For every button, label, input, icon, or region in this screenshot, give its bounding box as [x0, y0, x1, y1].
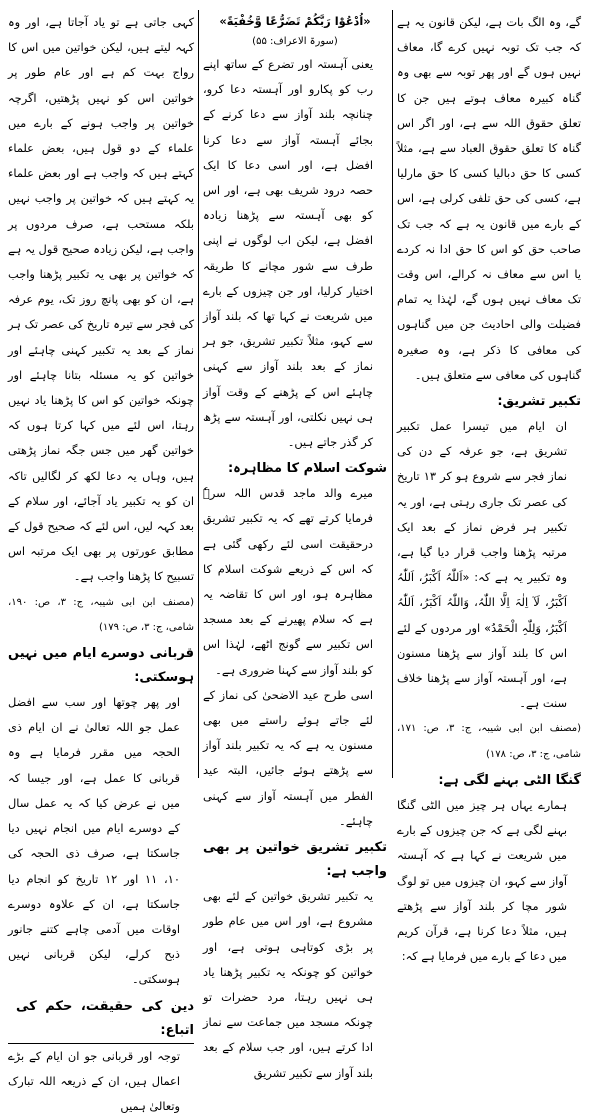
- paragraph: اسی طرح عید الاضحیٰ کی نماز کے لئے جاتے ہوئے راستے میں بھی مسنون یہ ہے کہ یہ تکبیر بلند آواز سے پڑھتے ہوئے جائیں، البتہ عید الفطر میں آہستہ آواز سے کہنی چاہئے۔: [203, 687, 373, 828]
- section-heading-shaukat-islam: شوکت اسلام کا مظاہرہ:: [227, 461, 387, 477]
- paragraph: اور پھر چوتھا اور سب سے افضل عمل جو اللہ تعالیٰ نے ان ایام ذی الحجہ میں مقرر فرمایا ہے وہ قربانی کا عمل ہے، اور جیسا کہ میں نے عرض کیا کہ یہ عمل سال کے دوسرے ایام میں انجام نہیں دیا جاسکتا ہے، صرف ذی الحجہ کی ۱۰، ۱۱ اور ۱۲ تاریخ کو انجام دیا جاسکتا ہے، ان کے علاوہ دوسرے اوقات میں آدمی چاہے کتنے جانور ذبح کرلے، لیکن قربانی نہیں ہوسکتی۔: [8, 695, 180, 987]
- paragraph: گے، وہ الگ بات ہے، لیکن قانون یہ ہے کہ جب تک توبہ نہیں کرے گا، معاف نہیں ہوں گے اور پھر توبہ سے بھی وہ گناہ کبیرہ معاف ہوتے ہیں جن کا تعلق حقوق اللہ سے ہے، اور اگر اس گناہ کا تعلق حقوق العباد سے ہے، مثلاً کسی کا حق دبالیا کسی کا حق مارلیا ہے، کسی کی حق تلفی کرلی ہے، اس کے بارے میں قانون یہ ہے کہ جب تک صاحب حق کو اس کا حق ادا نہ کردے یا اس سے معاف نہ کرالے، اس وقت تک معاف نہیں ہوں گے، لہٰذا یہ تمام فضیلت والی احادیث جن میں گناہوں کی معافی کا ذکر ہے، وہ صغیرہ گناہوں کی معافی سے متعلق ہیں۔: [397, 15, 581, 382]
- paragraph: یعنی آہستہ اور تضرع کے ساتھ اپنے رب کو پکارو اور آہستہ دعا کرو، چنانچہ بلند آواز سے دعا کرنے کے بجائے آہستہ آواز سے دعا کرنا افضل ہے، اور اسی دعا کا ایک حصہ درود شریف بھی ہے، اور اس کو بھی آہستہ سے پڑھنا زیادہ افضل ہے، لیکن اب لوگوں نے اپنی طرف سے شور مچانے کا طریقہ اختیار کرلیا، اور جن چیزوں کے بارے میں شریعت نے کہا تھا کہ بلند آواز سے کہو، مثلاً تکبیر تشریق، جو ہر نماز کے بعد بلند آواز سے کہنی چاہئے اس کے پڑھنے کے وقت آواز ہی نہیں نکلتی، اور آہستہ سے پڑھ کر گذر جاتے ہیں۔: [203, 57, 373, 450]
- middle-column: [203, 10, 387, 1080]
- section-heading-khawateen-wajib: تکبیر تشریق خواتین پر بھی واجب ہے:: [203, 840, 387, 880]
- paragraph: کہی جاتی ہے تو یاد آجاتا ہے، اور وہ کہہ لیتے ہیں، لیکن خواتین میں اس کا رواج بہت کم ہے اور عام طور پر خواتین اس کو نہیں پڑھتیں، اگرچہ خواتین پر واجب ہونے کے بارے میں علماء کے دو قول ہیں، بعض علماء کہتے ہیں کہ واجب ہے اور بعض علماء یہ کہتے ہیں کہ خواتین پر واجب نہیں بلکہ مستحب ہے، صرف مردوں پر واجب ہے، لیکن زیادہ صحیح قول یہ ہے کہ خواتین پر بھی یہ تکبیر پڑھنا واجب ہے، ان کو بھی پانچ روز تک، یوم عرفہ کی فجر سے تیرہ تاریخ کی عصر تک ہر نماز کے بعد یہ تکبیر کہنی چاہئے اور خواتین کو یہ مسئلہ بتانا چاہئے اور چونکہ خواتین کو اس کا پڑھنا یاد نہیں رہتا، اس لئے میں کہا کرتا ہوں کہ خواتین گھر میں جس جگہ نماز پڑھتی ہیں، وہاں یہ دعا لکھ کر لگالیں تاکہ ان کو یہ تکبیر یاد آجائے، اور سلام کے بعد کہہ لیں، اس لئے کہ صحیح قول کے مطابق عورتوں پر بھی ایک مرتبہ اس تسبیح کا پڑھنا واجب ہے۔: [8, 15, 194, 584]
- section-heading-deen-haqeeqat: دین کی حقیقت، حکم کی اتباع:: [8, 995, 194, 1044]
- citation: (مصنف ابن ابی شیبہ، ج: ۳، ص: ۱۹۰، شامی، ج: ۳، ص: ۱۷۹): [8, 596, 195, 633]
- right-column: [397, 10, 581, 964]
- section-heading-qurbani: قربانی دوسرے ایام میں نہیں ہوسکتی:: [8, 646, 194, 686]
- paragraph: یہ تکبیر تشریق خواتین کے لئے بھی مشروع ہے، اور اس میں عام طور پر بڑی کوتاہی ہوتی ہے، اور خواتین کو چونکہ یہ تکبیر پڑھنا یاد ہی نہیں رہتا، مرد حضرات تو چونکہ مسجد میں جماعت سے نماز ادا کرتے ہیں، اور جب سلام کے بعد بلند آواز سے تکبیر تشریق: [203, 889, 373, 1080]
- section-heading-takbeer-tashreeq: تکبیر تشریق:: [497, 394, 581, 410]
- paragraph: میرے والد ماجد قدس اللہ سرہٗ فرمایا کرتے تھے کہ یہ تکبیر تشریق درحقیقت اسی لئے رکھی گئی ہے کہ اس کے ذریعے شوکت اسلام کا مظاہرہ ہو، اور اس کا تقاضہ یہ ہے کہ سلام پھیرنے کے بعد مسجد اس تکبیر سے گونج اٹھے، لہٰذا اس کو بلند آواز سے کہنا ضروری ہے۔: [203, 486, 373, 677]
- column-divider: [198, 10, 199, 778]
- paragraph: ان ایام میں تیسرا عمل تکبیر تشریق ہے، جو عرفہ کے دن کی نماز فجر سے شروع ہو کر ۱۳ تاریخ کی عصر تک جاری رہتی ہے، اور یہ تکبیر ہر فرض نماز کے بعد ایک مرتبہ پڑھنا واجب قرار دیا گیا ہے، وہ تکبیر یہ ہے کہ: «اَللّٰہُ اَکْبَرُ، اَللّٰہُ اَکْبَرُ، لَآ اِلٰہَ اِلَّا اللّٰہُ، وَاللّٰہُ اَکْبَرُ، اَللّٰہُ اَکْبَرُ، وَلِلّٰہِ الْحَمْدُ» اور مردوں کے لئے اس کا بلند آواز سے پڑھنا مسنون ہے، اور آہستہ آواز سے پڑھنا خلاف سنت ہے۔: [397, 419, 567, 711]
- paragraph: توجہ اور قربانی جو ان ایام کے بڑے اعمال ہیں، ان کے ذریعہ اللہ تبارک وتعالیٰ ہمیں: [8, 1048, 180, 1113]
- verse-reference: (سورۃ الاعراف: ۵۵): [252, 36, 338, 47]
- paragraph: ہمارے یہاں ہر چیز میں الٹی گنگا بہنے لگی ہے کہ جن چیزوں کے بارے میں شریعت نے کہا ہے کہ آہستہ آواز سے کہو، ان چیزوں میں تو لوگ شور مچا کر بلند آواز سے پڑھتے ہیں، مثلاً دعا کرنا ہے، قرآن کریم میں دعا کے بارے میں فرمایا ہے کہ:: [397, 797, 567, 964]
- section-heading-ganga-ulti: گنگا الٹی بہنے لگی ہے:: [438, 772, 581, 788]
- quran-verse: «اُدْعُوْا رَبَّكُمْ تَضَرُّعًا وَّخُفْيَةً»: [219, 14, 371, 28]
- citation: (مصنف ابن ابی شیبہ، ج: ۳، ص: ۱۷۱، شامی، ج: ۳، ص: ۱۷۸): [397, 723, 581, 760]
- left-column: [8, 10, 195, 1113]
- column-divider: [392, 10, 393, 778]
